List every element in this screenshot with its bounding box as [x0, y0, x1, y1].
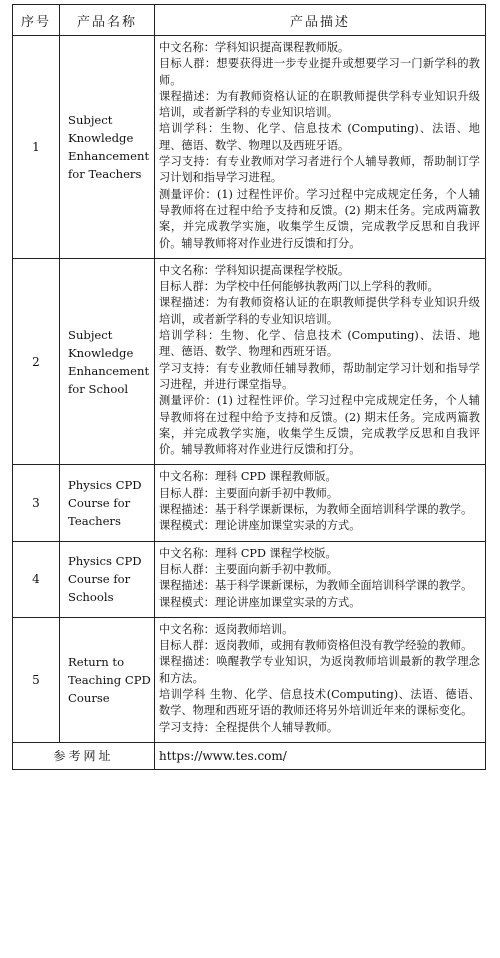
desc-line: 测量评价：(1) 过程性评价。学习过程中完成规定任务，个人辅导教师将在过程中给予支持和反馈。(2) 期末任务。完成两篇教案，并完成教学实施，收集学生反馈，完成教学反思和自我评价。辅导教师将对作业进行反馈和打分。	[159, 187, 480, 250]
product-description	[155, 465, 486, 541]
desc-line: 课程描述：为有教师资格认证的在职教师提供学科专业知识升级培训，或者新学科的专业知识培训。	[159, 89, 480, 120]
desc-line: 培训学科：生物、化学、信息技术 (Computing)、法语、地理、德语、数学、物理以及西班牙语。	[159, 122, 480, 152]
header-name: 产品名称	[60, 5, 155, 36]
desc-line: 课程描述：基于科学课新课标，为教师全面培训科学课的教学。	[159, 503, 473, 517]
table-row	[13, 541, 486, 617]
row-number: 3	[13, 465, 60, 541]
product-name: Physics CPD Course for Schools	[60, 541, 155, 617]
row-number: 1	[13, 36, 60, 259]
desc-line: 学习支持：有专业教师对学习者进行个人辅导教师，帮助制订学习计划和指导学习进程。	[159, 155, 480, 185]
desc-line: 课程描述：为有教师资格认证的在职教师提供学科专业知识升级培训，或者新学科的专业知识培训。	[159, 296, 480, 326]
product-name: Return to Teaching CPD Course	[60, 617, 155, 742]
header-desc: 产品描述	[155, 5, 486, 36]
table-row	[13, 36, 486, 259]
product-name: Subject Knowledge Enhancement for Teachers	[60, 36, 155, 259]
desc-line: 目标人群：主要面向新手初中教师。	[159, 486, 339, 500]
reference-label: 参考网址	[13, 742, 155, 769]
desc-line: 中文名称：返岗教师培训。	[159, 622, 294, 636]
product-description	[155, 617, 486, 742]
desc-line: 中文名称：学科知识提高课程教师版。	[159, 41, 350, 54]
desc-line: 测量评价：(1) 过程性评价。学习过程中完成规定任务，个人辅导教师将在过程中给予支持和反馈。(2) 期末任务。完成两篇教案，并完成教学实施，收集学生反馈，完成教学反思和自我评价。辅导教师将对作业进行反馈和打分。	[159, 394, 480, 457]
row-number: 2	[13, 258, 60, 465]
desc-line: 课程描述：唤醒教学专业知识，为返岗教师培训最新的教学理念和方法。	[159, 655, 480, 685]
product-description	[155, 541, 486, 617]
desc-line: 中文名称：理科 CPD 课程教师版。	[159, 470, 337, 484]
product-name: Subject Knowledge Enhancement for School	[60, 258, 155, 465]
desc-line: 目标人群：为学校中任何能够执教两门以上学科的教师。	[159, 280, 439, 294]
product-name: Physics CPD Course for Teachers	[60, 465, 155, 541]
desc-line: 学习支持：全程提供个人辅导教师。	[159, 720, 339, 734]
product-description	[155, 258, 486, 465]
table-row	[13, 617, 486, 742]
desc-line: 培训学科：生物、化学、信息技术 (Computing)、法语、地理、德语、数学、物理和西班牙语。	[159, 329, 480, 359]
desc-line: 课程模式：理论讲座加课堂实录的方式。	[159, 519, 361, 533]
reference-row	[13, 742, 486, 769]
row-number: 4	[13, 541, 60, 617]
desc-line: 目标人群：想要获得进一步专业提升或想要学习一门新学科的教师。	[159, 57, 480, 87]
desc-line: 目标人群：主要面向新手初中教师。	[159, 562, 339, 576]
desc-line: 中文名称：理科 CPD 课程学校版。	[159, 546, 337, 560]
table-row	[13, 465, 486, 541]
desc-line: 培训学科 生物、化学、信息技术(Computing)、法语、德语、数学、物理和西班牙语的教师还将另外培训近年来的课标变化。	[159, 687, 480, 718]
reference-url[interactable]: https://www.tes.com/	[155, 742, 486, 769]
product-description	[155, 36, 486, 259]
desc-line: 课程描述：基于科学课新课标，为教师全面培训科学课的教学。	[159, 579, 473, 593]
product-table	[12, 4, 486, 770]
header-row	[13, 5, 486, 36]
desc-line: 目标人群：返岗教师，或拥有教师资格但没有教学经验的教师。	[159, 639, 473, 653]
desc-line: 学习支持：有专业教师任辅导教师，帮助制定学习计划和指导学习进程，并进行课堂指导。	[159, 361, 480, 391]
table-row	[13, 258, 486, 465]
header-no: 序号	[13, 5, 60, 36]
row-number: 5	[13, 617, 60, 742]
desc-line: 课程模式：理论讲座加课堂实录的方式。	[159, 595, 361, 609]
desc-line: 中文名称：学科知识提高课程学校版。	[159, 263, 350, 277]
